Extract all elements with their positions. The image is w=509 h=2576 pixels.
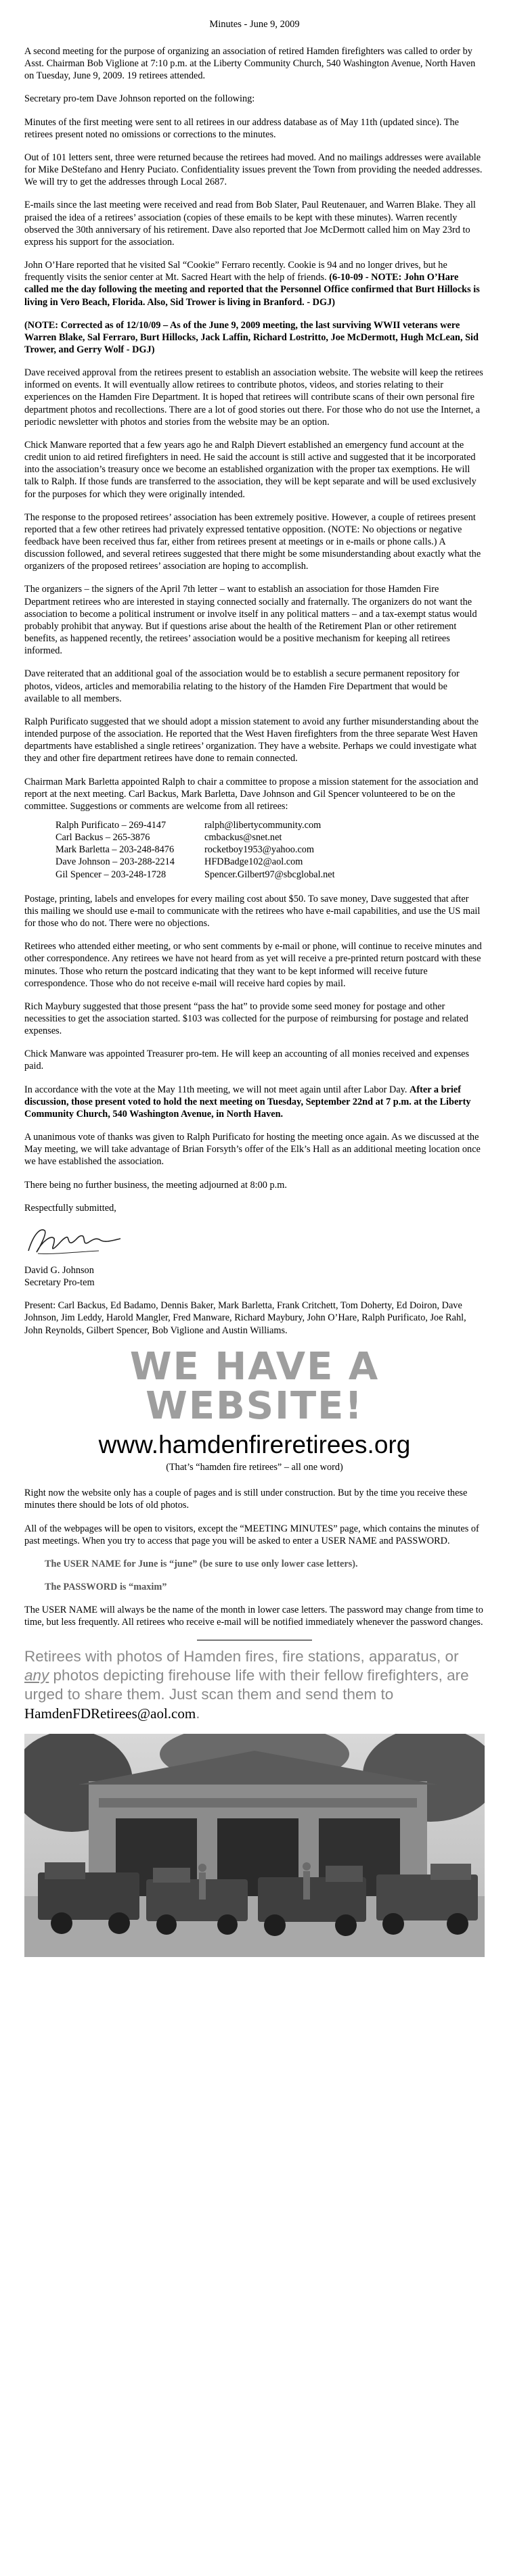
appeal-text-start: Retirees with photos of Hamden fires, fire stations, apparatus, or [24,1647,459,1665]
handwritten-signature [24,1221,485,1260]
appeal-period: . [196,1704,200,1722]
contact-email[interactable]: ralph@libertycommunity.com [204,819,322,831]
contact-email[interactable]: HFDBadge102@aol.com [204,856,303,868]
contact-row [56,819,485,831]
ohare-note: (6-10-09 - NOTE: John O’Hare called me the day following the meeting and reported that the Personnel Office confirmed that Burt Hillocks is living in Vero Beach, Florida. Also, Sid Trower is living in Branford. - DGJ) [24,272,480,308]
paragraph-next-meeting [24,1084,485,1120]
paragraph-call-to-order: A second meeting for the purpose of organizing an association of retired Hamden firefighters was called to order by Asst. Chairman Bob Viglione at 7:10 p.m. at the Liberty Community Church, 540 Washington Avenue, North Haven on Tuesday, June 9, 2009. 19 retirees attended. [24,46,476,82]
paragraph-minutes-sent: Minutes of the first meeting were sent to all retirees in our address database as of May 11th (updated since). The retirees present noted no omissions or corrections to the minutes. [24,116,459,140]
contact-row [56,856,485,868]
contact-email[interactable]: rocketboy1953@yahoo.com [204,844,315,856]
correction-note: (NOTE: Corrected as of 12/10/09 – As of the June 9, 2009 meeting, the last surviving WWII veterans were Warren Blake, Sal Ferraro, Burt Hillocks, Jack Laffin, Richard Lostritto, Joe McDermott, Hugh McLean, Sid Trower, and Gerry Wolf - DGJ) [24,319,479,355]
paragraph-under-construction: Right now the website only has a couple of pages and is still under construction. But by the time you receive these minutes there should be lots of old photos. [24,1488,468,1511]
paragraph-ohare-report [24,259,485,308]
paragraph-response: The response to the proposed retirees’ association has been extremely positive. However, a couple of retirees present reported that a few other retirees had privately expressed tentative opposition. (NOTE: No objections or negative feedback have been received thus far, either from retirees present at meetings or in e-mails or phone calls.) A discussion followed, and several retirees suggested that there might be some misunderstanding about exactly what the organizers of the proposed retirees’ association are hoping to accomplish. [24,511,481,572]
paragraph-respectfully: Respectfully submitted, [24,1202,116,1214]
signature-role: Secretary Pro-tem [24,1277,95,1289]
paragraph-emails-received: E-mails since the last meeting were received and read from Bob Slater, Paul Reutenauer, and Warren Blake. They all praised the idea of a retirees’ association (copies of these emails to be kept with these minutes). Warren recently observed the 30th anniversary of his retirement. Dave also reported that Joe McDermott called him on May 23rd to express his support for the association. [24,200,476,248]
paragraph-mission-statement: Ralph Purificato suggested that we should adopt a mission statement to avoid any further misunderstanding about the intended purpose of the association. He reported that the West Haven firefighters from the three separate West Haven departments have established a single retirees’ organization. They have a website. Perhaps we could investigate what they and other fire department retirees have done to remain connected. [24,716,479,764]
contact-name: Carl Backus – 265-3876 [56,832,150,844]
next-meeting-text: In accordance with the vote at the May 11th meeting, we will not meet again until after Labor Day. [24,1084,407,1095]
paragraph-secretary-report: Secretary pro-tem Dave Johnson reported on the following: [24,93,255,105]
page-title: Minutes - June 9, 2009 [209,19,300,30]
next-meeting-date: After a brief discussion, those present voted to hold the next meeting on Tuesday, September 22nd at 7 p.m. at the Liberty Community Church, 540 Washington Avenue, in North Haven. [24,1084,471,1120]
paragraph-website-approval: Dave received approval from the retirees present to establish an association website. The website will keep the retirees informed on events. It will eventually allow retirees to contribute photos, videos, and stories relating to their experiences on the Hamden Fire Department. It is hoped that retirees will contribute scans of their own personal fire department photos and recollections. There are a lot of good stories out there. For those who do not use the Internet, a periodic newsletter with photos and stories from the website may be an option. [24,367,483,428]
contact-name: Ralph Purificato – 269-4147 [56,819,167,831]
paragraph-treasurer: Chick Manware was appointed Treasurer pro-tem. He will keep an accounting of all monies received and expenses paid. [24,1049,470,1072]
contact-email[interactable]: cmbackus@snet.net [204,832,282,844]
paragraph-postage: Postage, printing, labels and envelopes for every mailing cost about $50. To save money, Dave suggested that after this mailing we should use e-mail to communicate with the retirees who have e-mail capabilities, and use the US mail for those who do not. There were no objections. [24,893,481,929]
website-banner: WE HAVE A WEBSITE! [129,1344,380,1429]
website-url-note: (That’s “hamden fire retirees” – all one word) [166,1462,343,1473]
contact-name: Dave Johnson – 203-288-2214 [56,856,175,868]
ohare-report-text: John O’Hare reported that he visited Sal “Cookie” Ferraro recently. Cookie is 94 and no longer drives, but he frequently visits the senior center at Mt. Sacred Heart with the help of friends. [24,260,447,283]
signature-icon [24,1221,126,1260]
firehouse-photo [24,1734,485,1957]
signature-block [24,1264,485,1289]
paragraph-correspondence: Retirees who attended either meeting, or who sent comments by e-mail or phone, will continue to receive minutes and other correspondence. Any retirees we have not heard from as yet will receive a pre-printed return postcard with these minutes. Those who return the postcard indicating that they want to be kept informed will receive future correspondence. Those who do not receive e-mail will receive hard copies by mail. [24,941,482,989]
paragraph-username-info: The USER NAME will always be the name of the month in lower case letters. The password may change from time to time, but less frequently. All retirees who receive e-mail will be notified immediately whenever the password changes. [24,1605,483,1628]
username-line: The USER NAME for June is “june” (be sure to use only lower case letters). [45,1558,358,1569]
contact-email[interactable]: Spencer.Gilbert97@sbcglobal.net [204,869,335,880]
appeal-text-end: photos depicting firehouse life with their fellow firefighters, are urged to share them. Just scan them and send them to [24,1666,469,1703]
signature-name: David G. Johnson [24,1264,94,1276]
contact-name: Gil Spencer – 203-248-1728 [56,869,167,880]
password-line: The PASSWORD is “maxim” [45,1582,167,1593]
paragraph-committee: Chairman Mark Barletta appointed Ralph to chair a committee to propose a mission statement for the association and report at the next meeting. Carl Backus, Mark Barletta, Dave Johnson and Gil Spencer volunteered to be on the committee. Suggestions or comments are welcome from all retirees: [24,776,479,812]
appeal-emphasis: any [24,1666,49,1684]
photo-appeal [24,1647,485,1724]
appeal-email-link[interactable]: HamdenFDRetirees@aol.com [24,1705,196,1722]
contact-row [56,831,485,844]
paragraph-pass-the-hat: Rich Maybury suggested that those present “pass the hat” to provide some seed money for postage and other necessities to get the association started. $103 was collected for the purpose of reimbursing for postage and related expenses. [24,1001,468,1037]
paragraph-repository: Dave reiterated that an additional goal of the association would be to establish a secure permanent repository for photos, videos, articles and memorabilia relating to the history of the Hamden Fire Department that would be available to all members. [24,668,460,704]
website-url[interactable]: www.hamdenfireretirees.org [98,1431,411,1459]
contact-row [56,844,485,856]
paragraph-login-info: All of the webpages will be open to visitors, except the “MEETING MINUTES” page, which contains the minutes of past meetings. When you try to access that page you will be asked to enter a USER NAME and PASSWORD. [24,1523,479,1546]
paragraph-adjourned: There being no further business, the meeting adjourned at 8:00 p.m. [24,1179,287,1191]
paragraph-emergency-fund: Chick Manware reported that a few years ago he and Ralph Dievert established an emergency fund account at the credit union to aid retired firefighters in need. He said the account is still active and suggested that it be incorporated into the association’s treasury once we become an established organization with the proper tax exemptions. He will talk to Ralph. If those funds are transferred to the association, they will be kept separate and will be used exclusively for the purposes for which they were originally intended. [24,439,477,500]
paragraph-letters-returned: Out of 101 letters sent, three were returned because the retirees had moved. And no mailings addresses were available for Mike DeStefano and Henry Puciato. Confidentiality issues prevent the Town from providing the needed addresses. We will try to get the addresses through Local 2687. [24,152,483,188]
attendees-list: Present: Carl Backus, Ed Badamo, Dennis Baker, Mark Barletta, Frank Critchett, Tom Doherty, Ed Doiron, Dave Johnson, Jim Leddy, Harold Mangler, Fred Manware, Richard Maybury, John O’Hare, Ralph Purificato, Joe Rahl, John Reynolds, Gilbert Spencer, Bob Viglione and Austin Williams. [24,1300,466,1336]
paragraph-thanks: A unanimous vote of thanks was given to Ralph Purificato for hosting the meeting once again. As we discussed at the May meeting, we will take advantage of Brian Forsyth’s offer of the Elk’s Hall as an additional meeting location once we have established the association. [24,1132,481,1168]
paragraph-organizers: The organizers – the signers of the April 7th letter – want to establish an association for those Hamden Fire Department retirees who are interested in staying connected socially and fraternally. The organizers do not want the association to become a political instrument or involve itself in any political matters – and a tax-exempt status would probably prohibit that anyway. But if questions arise about the health of the Retirement Plan or other retirement benefits, as happened recently, the retirees’ association would be a positive mechanism for keeping all retirees informed. [24,584,477,657]
contact-row [56,869,485,881]
committee-contacts [56,819,485,881]
contact-name: Mark Barletta – 203-248-8476 [56,844,175,856]
